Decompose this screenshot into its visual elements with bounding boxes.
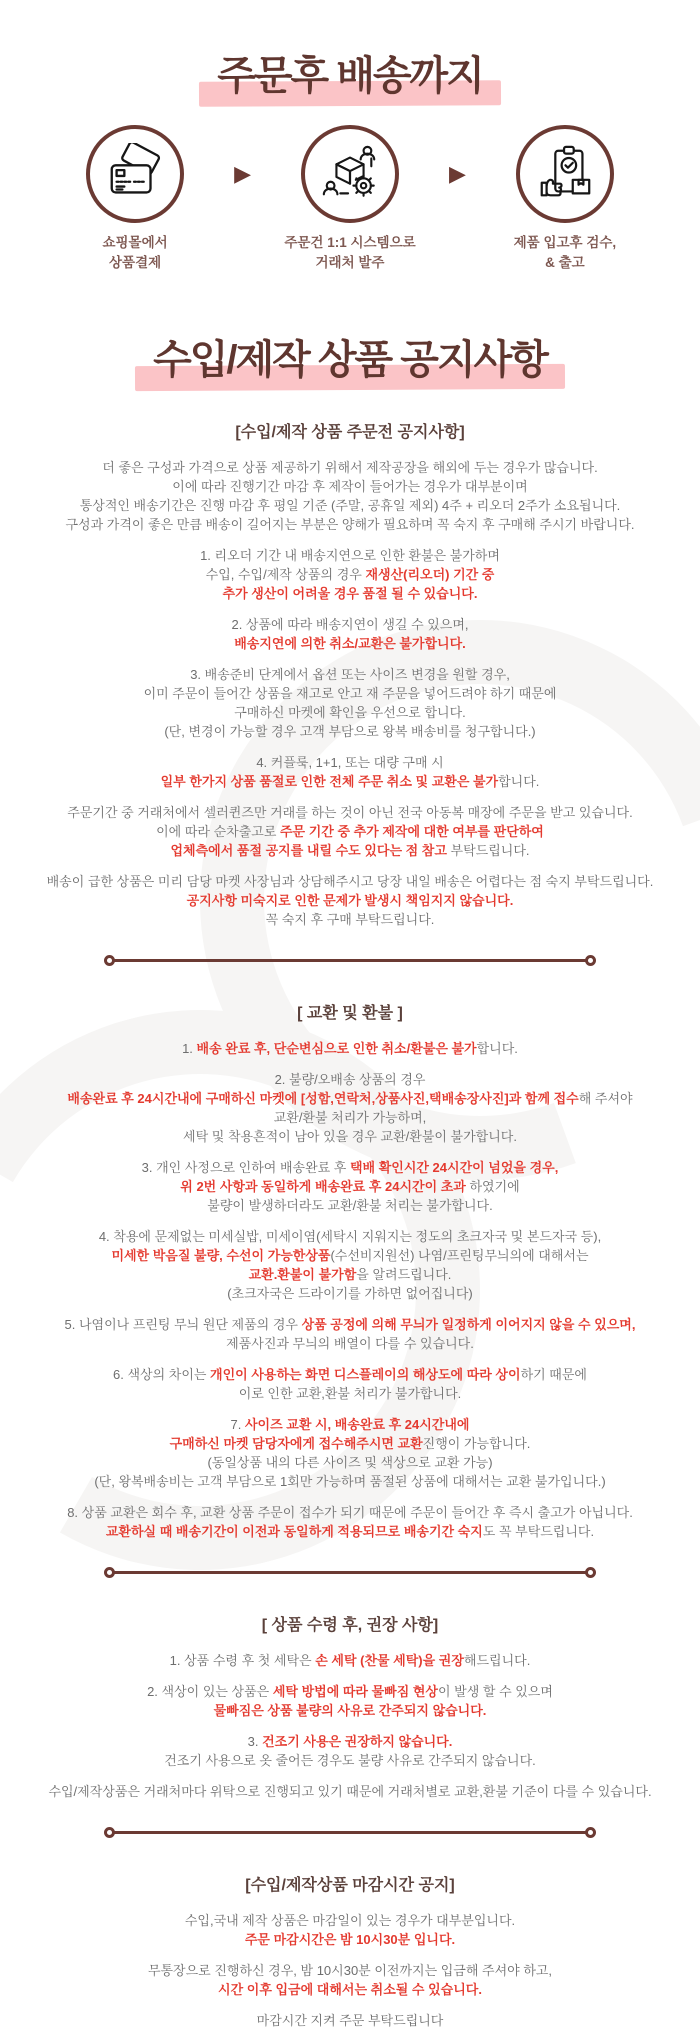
text-run: 주문기간 중 거래처에서 셀러퀸즈만 거래를 하는 것이 아닌 전국 아동복 매장에 주문을 받고 있습니다. [67,805,633,821]
warning-text-run: 구매하신 마켓 담당자에게 접수해주시면 교환 [169,1436,423,1452]
title-text: 주문후 배송까지 [217,54,483,98]
step-payment [46,125,224,272]
notice-paragraph [4,665,696,741]
section-divider [104,955,596,966]
title-import-notice [153,328,547,385]
notice-paragraph [4,615,696,653]
notice-paragraph [4,1503,696,1541]
text-run: (동일상품 내의 다른 사이즈 및 색상으로 교환 가능) [207,1455,493,1471]
notice-paragraph [4,1070,696,1146]
section-heading: [ 상품 수령 후, 권장 사항] [261,1617,439,1635]
notice-paragraph [4,1158,696,1215]
text-run: 1. 리오더 기간 내 배송지연으로 인한 환불은 불가하며 [200,548,500,564]
text-run: 을 알려드립니다. [356,1267,452,1283]
text-run: 세탁 및 착용흔적이 남아 있을 경우 교환/환불이 불가합니다. [183,1129,517,1145]
section-divider [104,1827,596,1838]
arrow-icon: ▶ [234,161,251,186]
warning-text-run: 업체측에서 품절 공지를 내릴 수도 있다는 점 참고 [170,843,447,859]
text-run: 4. 착용에 문제없는 미세실밥, 미세이염(세탁시 지워지는 정도의 초크자국 및 본드자국 등), [98,1229,602,1245]
text-run: 5. 나염이나 프린팅 무늬 원단 제품의 경우 [64,1317,302,1333]
text-run: 수입,국내 제작 상품은 마감일이 있는 경우가 대부분입니다. [184,1913,516,1929]
order-system-icon [319,143,381,205]
title-order-to-shipping-wrap [0,44,700,101]
text-run: 이미 주문이 들어간 상품을 재고로 안고 재 주문을 넣어드려야 하기 때문에 [143,686,557,702]
title-order-to-shipping [217,44,483,101]
notice-paragraph [4,1911,696,1949]
divider-ring [585,1827,596,1838]
text-run: 건조기 사용으로 옷 줄어든 경우도 불량 사유로 간주되지 않습니다. [164,1753,536,1769]
notice-paragraph [4,546,696,603]
text-run: (수선비지원선) 나염/프린팅무늬의에 대해서는 [330,1248,589,1264]
notice-paragraph [4,872,696,929]
notice-paragraph [4,1732,696,1770]
warning-text-run: 주문 마감시간은 밤 10시30분 입니다. [244,1932,456,1948]
warning-text-run: 교환하실 때 배송기간이 이전과 동일하게 적용되므로 배송기간 숙지 [105,1524,483,1540]
notice-sections [4,419,696,2030]
warning-text-run: 시간 이후 입금에 대해서는 취소될 수 있습니다. [218,1982,482,1998]
notice-paragraph [4,1227,696,1303]
notice-paragraph [4,1315,696,1353]
text-run: 이로 인한 교환,환불 처리가 불가합니다. [238,1386,462,1402]
section-heading: [수입/제작상품 마감시간 공지] [245,1877,455,1895]
warning-text-run: 물빠짐은 상품 불량의 사유로 간주되지 않습니다. [213,1703,487,1719]
text-run: 이에 따라 순차출고로 [156,824,280,840]
text-run: 3. 개인 사정으로 인하여 배송완료 후 [141,1160,350,1176]
text-run: 해 주셔야 [578,1091,633,1107]
divider-ring [585,1567,596,1578]
order-process-steps [0,125,700,272]
text-run: 해드립니다. [463,1653,531,1669]
divider-line [114,1831,586,1834]
notice-paragraph [4,1682,696,1720]
text-run: (초크자국은 드라이기를 가하면 없어집니다) [227,1286,473,1302]
text-run: 2. 불량/오배송 상품의 경우 [274,1072,426,1088]
warning-text-run: 배송 완료 후, 단순변심으로 인한 취소/환불은 불가 [196,1041,477,1057]
credit-card-icon [104,143,166,205]
warning-text-run: 상품 공정에 의해 무늬가 일정하게 이어지지 않을 수 있으며, [301,1317,636,1333]
text-run: 구성과 가격이 좋은 만큼 배송이 길어지는 부분은 양해가 필요하며 꼭 숙지 후 구매해 주시기 바랍니다. [65,517,635,533]
text-run: 통상적인 배송기간은 진행 마감 후 평일 기준 (주말, 공휴일 제외) 4주 + 리오더 2주가 소요됩니다. [79,498,621,514]
warning-text-run: 배송지연에 의한 취소/교환은 불가합니다. [234,636,466,652]
notice-paragraph [4,2011,696,2030]
step-label-line: 거래처 발주 [315,254,385,270]
warning-text-run: 주문 기간 중 추가 제작에 대한 여부를 판단하여 [279,824,544,840]
text-run: 수입/제작상품은 거래처마다 위탁으로 진행되고 있기 때문에 거래처별로 교환,환불 기준이 다를 수 있습니다. [48,1784,652,1800]
step-circle [86,125,184,223]
step-label-line: 제품 입고후 검수, [513,235,617,250]
text-run: 합니다. [476,1041,518,1057]
text-run: 불량이 발생하더라도 교환/환불 처리는 불가합니다. [207,1198,493,1214]
warning-text-run: 재생산(리오더) 기간 중 [365,567,495,583]
text-run: 7. [230,1417,245,1433]
text-run: 8. 상품 교환은 회수 후, 교환 상품 주문이 접수가 되기 때문에 주문이 들어간 후 즉시 출고가 아닙니다. [67,1505,633,1521]
section-heading: [ 교환 및 환불 ] [297,1005,403,1023]
text-run: 1. [182,1041,197,1057]
divider-ring [585,955,596,966]
warning-text-run: 배송완료 후 24시간내에 구매하신 마켓에 [성함,연락처,상품사진,택배송장사진]과 함께 접수 [67,1091,579,1107]
text-run: 4. 커플룩, 1+1, 또는 대량 구매 시 [256,755,444,771]
warning-text-run: 택배 확인시간 24시간이 넘었을 경우, [349,1160,559,1176]
text-run: 이 발생 할 수 있으며 [438,1684,553,1700]
text-run: 부탁드립니다. [446,843,530,859]
section-divider [104,1567,596,1578]
warning-text-run: 공지사항 미숙지로 인한 문제가 발생시 책임지지 않습니다. [186,893,514,909]
text-run: 3. [247,1734,263,1750]
text-run: 더 좋은 구성과 가격으로 상품 제공하기 위해서 제작공장을 해외에 두는 경우가 많습니다. [102,460,598,476]
text-run: 구매하신 마켓에 확인을 우선으로 합니다. [234,705,466,721]
warning-text-run: 손 세탁 (찬물 세탁)을 권장 [315,1653,464,1669]
warning-text-run: 교환.환불이 불가함 [248,1267,357,1283]
text-run: 꼭 숙지 후 구매 부탁드립니다. [265,912,435,928]
inspection-icon [534,143,596,205]
step-inspection [476,125,654,272]
step-label-line: 쇼핑몰에서 [102,235,168,250]
text-run: 무통장으로 진행하신 경우, 밤 10시30분 이전까지는 입금해 주셔야 하고, [147,1963,553,1979]
step-order-system [261,125,439,272]
text-run: 마감시간 지켜 주문 부탁드립니다 [256,2013,444,2029]
text-run: 6. 색상의 차이는 [113,1367,211,1383]
section-heading: [수입/제작 상품 주문전 공지사항] [235,424,465,442]
notice-paragraph [4,1039,696,1058]
warning-text-run: 미세한 박음질 불량, 수선이 가능한상품 [111,1248,331,1264]
notice-paragraph [4,803,696,860]
text-run: 하기 때문에 [520,1367,587,1383]
warning-text-run: 세탁 방법에 따라 물빠짐 현상 [272,1684,438,1700]
text-run: 교환/환불 처리가 가능하며, [273,1110,427,1126]
text-run: (단, 변경이 가능할 경우 고객 부담으로 왕복 배송비를 청구합니다.) [164,724,536,740]
step-label-line: & 출고 [545,254,585,270]
warning-text-run: 추가 생산이 어려울 경우 품절 될 수 있습니다. [222,586,478,602]
text-run: (단, 왕복배송비는 고객 부담으로 1회만 가능하며 품절된 상품에 대해서는 교환 불가입니다.) [94,1474,606,1490]
step-label [46,233,224,272]
warning-text-run: 개인이 사용하는 화면 디스플레이의 해상도에 따라 상이 [210,1367,521,1383]
arrow-icon: ▶ [449,161,466,186]
notice-paragraph [4,1961,696,1999]
step-label-line: 주문건 1:1 시스템으로 [284,235,416,250]
warning-text-run: 건조기 사용은 권장하지 않습니다. [262,1734,453,1750]
step-label [476,233,654,272]
text-run: 2. 상품에 따라 배송지연이 생길 수 있으며, [231,617,469,633]
step-circle [516,125,614,223]
step-circle [301,125,399,223]
divider-line [114,1571,586,1574]
divider-line [114,959,586,962]
warning-text-run: 일부 한가지 상품 품절로 인한 전체 주문 취소 및 교환은 불가 [160,774,499,790]
notice-paragraph [4,753,696,791]
notice-paragraph [4,458,696,534]
warning-text-run: 위 2번 사항과 동일하게 배송완료 후 24시간이 초과 [180,1179,466,1195]
text-run: 도 꼭 부탁드립니다. [482,1524,595,1540]
text-run: 1. 상품 수령 후 첫 세탁은 [169,1653,316,1669]
text-run: 진행이 가능합니다. [422,1436,531,1452]
notice-paragraph [4,1782,696,1801]
text-run: 3. 배송준비 단계에서 옵션 또는 사이즈 변경을 원할 경우, [190,667,510,683]
text-run: 하였기에 [465,1179,520,1195]
text-run: 배송이 급한 상품은 미리 담당 마켓 사장님과 상담해주시고 당장 내일 배송은 어렵다는 점 숙지 부탁드립니다. [46,874,654,890]
notice-paragraph [4,1651,696,1670]
text-run: 제품사진과 무늬의 배열이 다를 수 있습니다. [226,1336,474,1352]
warning-text-run: 사이즈 교환 시, 배송완료 후 24시간내에 [244,1417,470,1433]
text-run: 2. 색상이 있는 상품은 [147,1684,273,1700]
step-label [261,233,439,272]
text-run: 합니다. [498,774,540,790]
title-import-notice-wrap [0,328,700,385]
step-label-line: 상품결제 [108,254,162,270]
notice-paragraph [4,1415,696,1491]
text-run: 이에 따라 진행기간 마감 후 제작이 들어가는 경우가 대부분이며 [172,479,528,495]
title-text: 수입/제작 상품 공지사항 [153,338,547,383]
notice-paragraph [4,1365,696,1403]
text-run: 수입, 수입/제작 상품의 경우 [205,567,366,583]
